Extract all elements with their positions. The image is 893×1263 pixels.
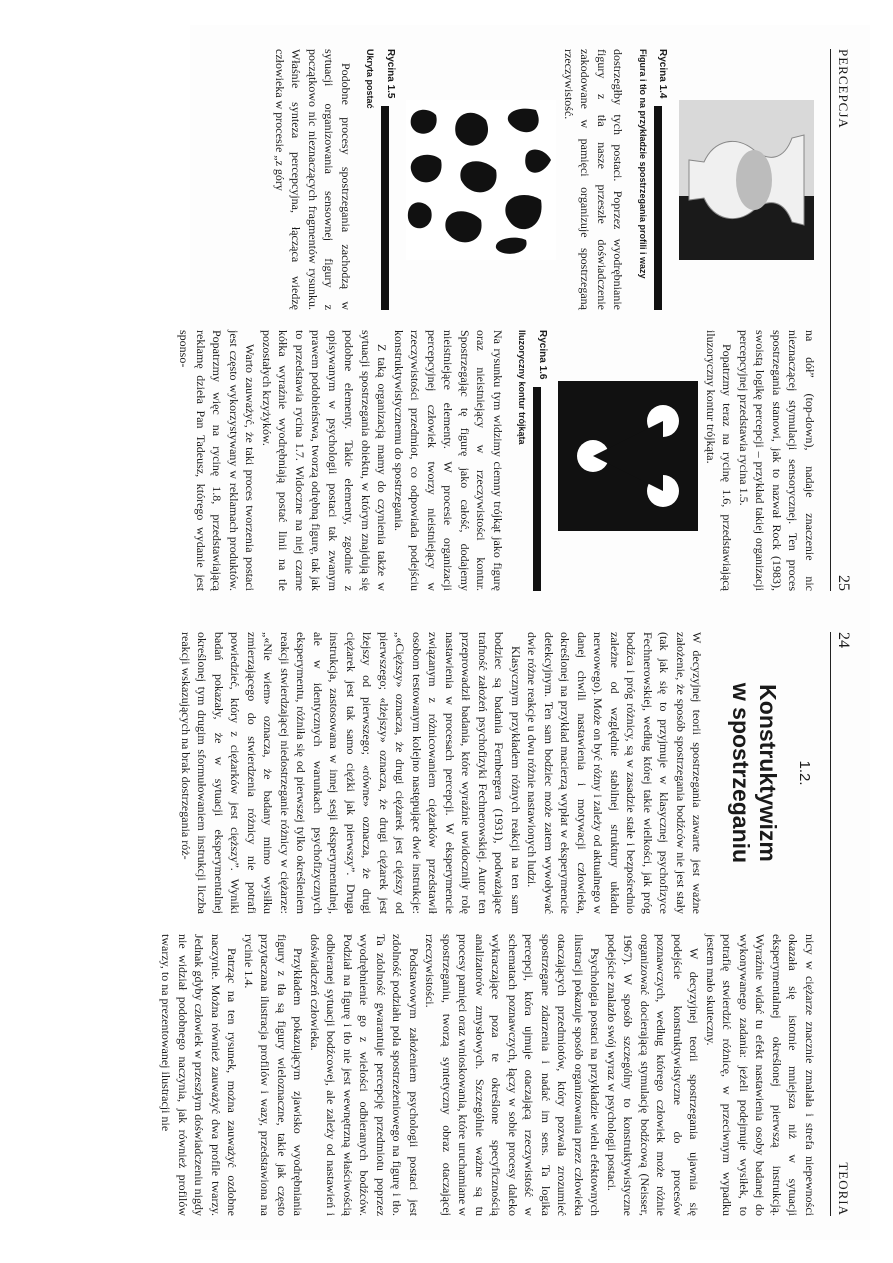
figure-1-6 [514, 330, 699, 591]
paragraph: Psychologia postaci na przykładzie wielu efektownych ilustracji pokazuje sposób organizowania przez człowieka otaczających przedmiotów, który pozwala zrozumieć spostrzegane zdarzenia i nadać im sens. Ta logika percepcji, która ujmuje otaczającą rzeczywistość w schematach poznawczych, łączy w sobie procesy daleko wykraczające poza te określone specyficznością analizatorów zmysłowych. Szczególnie ważne są tu procesy pamięci oraz wnioskowania, które uruchamiane w spostrzeganiu, tworzą syntetyczny obraz otaczającej rzeczywistości. [423, 934, 603, 1216]
text-column-2 [159, 934, 818, 1216]
figure-bar [654, 106, 662, 310]
paragraph: Patrząc na ten rysunek, można zauważyć ozdobne naczynie. Można również zauważyć dwa profile twarzy. Jednak gdyby człowiek w przeszłym doświadczeniu nigdy nie widział podobnego naczynia, jak również profilów twarzy, to na prezentowanej ilustracji nie [159, 934, 240, 1216]
hidden-figure-icon [407, 100, 557, 260]
page-24 [159, 608, 870, 1240]
chapter-title [728, 632, 782, 914]
paragraph: Popatrzmy teraz na rycinę 1.6, przedstawiającą iluzoryczny kontur trójkąta. [704, 330, 735, 591]
vase-profiles-icon [679, 100, 814, 260]
figure-caption: Figura i tło na przykładzie spostrzegania profili i wazy [638, 49, 648, 279]
page-25 [177, 25, 870, 615]
running-head: PERCEPCJA [836, 49, 851, 129]
paragraph: W decyzyjnej teorii spostrzegania zawarte jest ważne założenie, że sposób spostrzegania bodźców nie jest stały (tak jak się to przyjmuje w klasycznej psychofizyce Fechnerowskiej, według której takie wielkości, jak próg bodźca i próg różnicy, są w zasadzie stałe i bezpośrednio zależne od względnie stabilnej struktury układu nerwowego). Może on być różny i zależy od aktualnego w danej chwili nastawienia i motywacji człowieka, określonej na przykład macierzą wypłat w eksperymencie detekcyjnym. Ten sam bodziec może zatem wywoływać dwie różne reakcje u dwu różnie nastawionych ludzi. [525, 632, 705, 914]
paragraph: na dół” (top-down), nadaje znaczenie nic nieznaczącej stymulacji sensorycznej. Ten proces spostrzegania stanowi, jak to nazwał Rock (1983), swoistą logikę percepcji – przykład takiej organizacji percepcyjnej przedstawia rycina 1.5. [737, 330, 817, 591]
page-number: 24 [835, 632, 852, 648]
paragraph: W decyzyjnej teorii spostrzegania ujawnia się podejście konstruktywistyczne do procesów poznawczych, według którego człowiek może różnie organizować docierającą stymulację bodźcową (Neisser, 1967). W sposób szczególny to konstruktywistyczne podejście znalazło swój wyraz w psychologii postaci. [605, 934, 702, 1216]
hidden-figure-image [402, 100, 557, 260]
figure-label: Rycina 1.5 [385, 49, 396, 99]
paragraph: dostrzegłby tych postaci. Poprzez wyodrębnianie figury z tła nasze przeszłe doświadczenie zakodowane w pamięci organizuje spostrzeganą rzeczywistość. [562, 49, 626, 310]
text-column-1 [179, 632, 818, 914]
figure-caption: Iluzoryczny kontur trójkąta [517, 330, 528, 445]
page-header [830, 632, 852, 1216]
paragraph: Podobne procesy spostrzegania zachodzą w sytuacji organizowania sensownej figury z początkowo nic nieznaczących fragmentów rysunku. Właśnie synteza percepcyjna, łącząca wiedzę człowieka w procesie „z góry [273, 49, 353, 310]
text-column-1 [218, 49, 818, 310]
figure-1-5 [362, 49, 557, 310]
paragraph: nicy w ciężarze znacznie zmalała i strefa niepewności okazała się istotnie mniejsza niż w sytuacji eksperymentalnej określonej pierwszą instrukcją. Wyraźnie widać tu efekt nastawienia osoby badanej do wykonywanego zadania: jeżeli podejmuje wysiłek, to potrafię stwierdzić różnicę, w przeciwnym wypadku jestem mało skuteczny. [704, 934, 817, 1216]
page-header [830, 49, 852, 591]
figure-bar [534, 387, 542, 591]
paragraph: Przykładem pokazującym zjawisko wyodrębniania figury z tła są figury wieloznaczne, takie jak często przytaczana ilustracja profilów i wazy, przedstawiona na rycinie 1.4. [242, 934, 306, 1216]
illusory-triangle-icon [559, 381, 699, 531]
chapter-heading [728, 632, 813, 914]
paragraph: Klasycznym przykładem różnych reakcji na ten sam bodziec są badania Fernbergera (1931), podważające trafność założeń psychofizyki Fechnerowskiej. Autor ten przeprowadził badania, które wyraźnie uwidoczniły rolę nastawienia w procesach percepcji. W eksperymencie związanym z różnicowaniem ciężarków przedstawił osobom testowanym kolejno następujące dwie instrukcje: „«Cięższy» oznacza, że drugi ciężarek jest cięższy od pierwszego; «lżejszy» oznacza, że drugi ciężarek jest lżejszy od pierwszego; «równe» oznacza, że drugi ciężarek jest tak samo ciężki jak pierwszy”. Druga instrukcja, zastosowana w innej sesji eksperymentalnej, ale w identycznych warunkach psychofizycznych eksperymentu, różniła się od pierwszej tylko określeniem reakcji stwierdzającej niedostrzeganie różnicy w ciężarze: „«Nie wiem» oznacza, że badany mimo wysiłku zmierzającego do stwierdzenia różnicy nie potrafi powiedzieć, który z ciężarków jest cięższy”. Wyniki badań pokazały, że w sytuacji eksperymentalnej określonej tym drugim sformułowaniem instrukcji liczba reakcji wskazujących na brak dostrzegania róż- [179, 632, 523, 914]
page-number: 25 [835, 575, 852, 591]
running-head: TEORIA [836, 1162, 851, 1216]
figure-bar [382, 106, 390, 310]
vase-profiles-image [675, 100, 815, 260]
paragraph: Z taką organizacją mamy do czynienia także w sytuacji spostrzegania obiektu, w którym znajdują się podobne elementy. Takie elementy, zgodnie z opisywanym w psychologii postaci tak zwanym prawem podobieństwa, tworzą odrębną figurę, tak jak to przedstawia rycina 1.7. Widoczne na niej czarne kółka wyraźnie wyodrębniają postać linii na tle pozostałych krzyżyków. [260, 330, 390, 591]
figure-label: Rycina 1.4 [657, 49, 669, 99]
chapter-title-line-2: w spostrzeganiu [728, 682, 755, 864]
figure-caption: Ukryta postać [365, 49, 376, 109]
figure-1-4 [635, 49, 815, 310]
chapter-number: 1.2. [796, 760, 813, 786]
text-column-2 [177, 330, 818, 591]
paragraph: Podstawowym założeniem psychologii postaci jest zdolność podziału pola spostrzeżeniowego na figurę i tło. Ta zdolność gwarantuje percepcję przedmiotu poprzez wyodrębnienie go z wielości odbieranych bodźców. Podział na figurę i tło nie jest wewnętrzną właściwością odbieranej sytuacji bodźcowej, ale zależy od nastawień i doświadczeń człowieka. [308, 934, 421, 1216]
paragraph: Warto zauważyć, że taki proces tworzenia postaci jest często wykorzystywany w reklamach produktów. Popatrzmy więc na rycinę 1.8, przedstawiającą reklamę dzieła Pan Tadeusz, którego wydanie jest sponso- [177, 330, 258, 591]
figure-label: Rycina 1.6 [537, 330, 548, 380]
paragraph: Na rysunku tym widzimy ciemny trójkąt jako figurę oraz nieistniejący w rzeczywistości kontur. Spostrzegając tę figurę jako całość, dodajemy nieistniejące elementy. W procesie organizacji percepcyjnej człowiek tworzy nieistniejący w rzeczywistości przedmiot, co odpowiada podejściu konstruktywistycznemu do spostrzegania. [392, 330, 505, 591]
illusory-triangle-image [554, 381, 699, 541]
chapter-title-line-1: Konstruktywizm [755, 684, 782, 862]
